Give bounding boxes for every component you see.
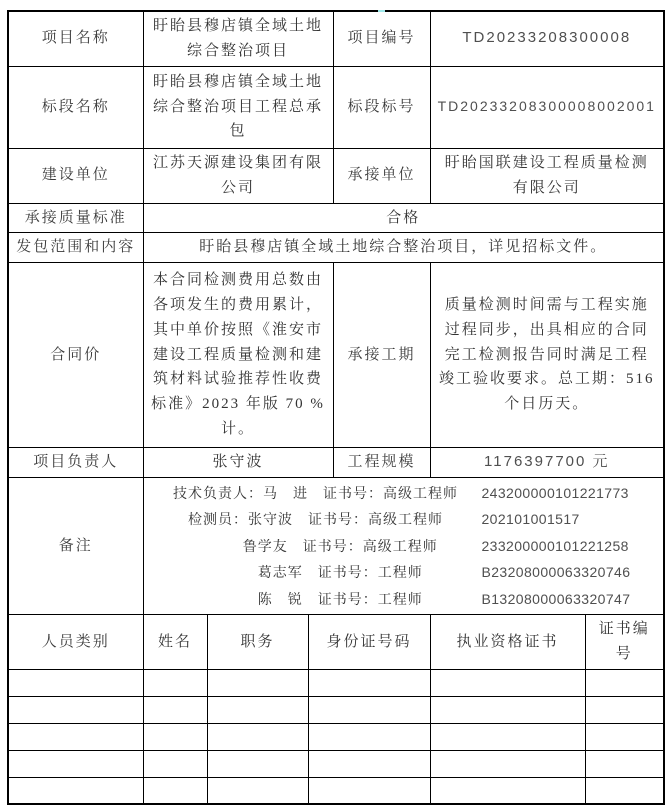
remark-line	[150, 586, 658, 613]
row-construction-unit	[8, 148, 664, 203]
value-scope: 盱眙县穆店镇全域土地综合整治项目，详见招标文件。	[143, 233, 664, 263]
header-qualification-cert: 执业资格证书	[430, 615, 585, 670]
empty-personnel-row	[8, 723, 664, 750]
label-undertaking-period: 承接工期	[333, 263, 430, 448]
empty-cell	[8, 723, 143, 750]
empty-cell	[8, 669, 143, 696]
empty-cell	[308, 723, 430, 750]
label-project-number: 项目编号	[333, 11, 430, 66]
value-remarks	[143, 477, 664, 615]
empty-cell	[585, 723, 664, 750]
remark-line	[150, 559, 658, 586]
value-project-name: 盱眙县穆店镇全域土地综合整治项目	[143, 11, 333, 66]
empty-cell	[143, 723, 207, 750]
remark-cert-number: B13208000063320747	[481, 590, 631, 607]
empty-cell	[308, 696, 430, 723]
empty-cell	[8, 777, 143, 804]
remark-cert-number: 233200000101221258	[481, 537, 629, 554]
value-quality-standard: 合格	[143, 203, 664, 233]
empty-cell	[207, 723, 308, 750]
row-remarks	[8, 477, 664, 615]
row-project-leader	[8, 448, 664, 478]
value-undertaking-period: 质量检测时间需与工程实施过程同步，出具相应的合同完工检测报告同时满足工程竣工验收要求。总工期：516 个日历天。	[430, 263, 664, 448]
empty-cell	[430, 723, 585, 750]
empty-personnel-row	[8, 777, 664, 804]
label-section-number: 标段标号	[333, 66, 430, 148]
cursor-artifact	[378, 10, 385, 12]
header-position: 职务	[207, 615, 308, 670]
label-section-name: 标段名称	[8, 66, 143, 148]
remark-line	[150, 480, 658, 507]
remark-cert-number: B23208000063320746	[481, 564, 631, 581]
project-info-table	[7, 10, 665, 805]
remark-line	[150, 506, 658, 533]
empty-cell	[143, 777, 207, 804]
empty-cell	[143, 696, 207, 723]
remark-person: 技术负责人：马 进 证书号：高级工程师	[173, 486, 458, 502]
row-contract-price	[8, 263, 664, 448]
empty-cell	[207, 696, 308, 723]
empty-cell	[8, 696, 143, 723]
label-project-scale: 工程规模	[333, 448, 430, 478]
label-contract-price: 合同价	[8, 263, 143, 448]
row-scope	[8, 233, 664, 263]
remark-cert-number: 243200000101221773	[481, 484, 629, 501]
value-project-scale: 1176397700 元	[430, 448, 664, 478]
value-project-number: TD20233208300008	[430, 11, 664, 66]
empty-personnel-row	[8, 669, 664, 696]
remark-person: 陈 锐 证书号：工程师	[208, 592, 423, 608]
remark-line	[150, 533, 658, 560]
row-quality-standard	[8, 203, 664, 233]
empty-cell	[585, 669, 664, 696]
label-remarks: 备注	[8, 477, 143, 615]
value-project-leader: 张守波	[143, 448, 333, 478]
remark-person: 葛志军 证书号：工程师	[208, 566, 423, 582]
label-project-leader: 项目负责人	[8, 448, 143, 478]
label-scope: 发包范围和内容	[8, 233, 143, 263]
value-construction-unit: 江苏天源建设集团有限公司	[143, 148, 333, 203]
header-id-number: 身份证号码	[308, 615, 430, 670]
label-quality-standard: 承接质量标准	[8, 203, 143, 233]
empty-cell	[585, 696, 664, 723]
empty-cell	[585, 777, 664, 804]
empty-cell	[430, 777, 585, 804]
empty-personnel-row	[8, 696, 664, 723]
empty-cell	[207, 669, 308, 696]
row-project-name	[8, 11, 664, 66]
label-project-name: 项目名称	[8, 11, 143, 66]
label-construction-unit: 建设单位	[8, 148, 143, 203]
label-undertaking-unit: 承接单位	[333, 148, 430, 203]
row-personnel-header	[8, 615, 664, 670]
value-undertaking-unit: 盱眙国联建设工程质量检测有限公司	[430, 148, 664, 203]
value-section-name: 盱眙县穆店镇全域土地综合整治项目工程总承包	[143, 66, 333, 148]
header-personnel-category: 人员类别	[8, 615, 143, 670]
value-section-number: TD20233208300008002001	[430, 66, 664, 148]
empty-cell	[430, 696, 585, 723]
header-cert-number: 证书编号	[585, 615, 664, 670]
empty-cell	[207, 777, 308, 804]
empty-cell	[308, 669, 430, 696]
row-section-name	[8, 66, 664, 148]
value-contract-price: 本合同检测费用总数由各项发生的费用累计，其中单价按照《淮安市建设工程质量检测和建筑材料试验推荐性收费标准》2023 年版 70 %计。	[143, 263, 333, 448]
remark-person: 鲁学友 证书号：高级工程师	[193, 539, 438, 555]
remark-cert-number: 202101001517	[481, 511, 580, 528]
empty-cell	[143, 669, 207, 696]
remark-person: 检测员：张守波 证书号：高级工程师	[188, 513, 443, 529]
empty-cell	[308, 777, 430, 804]
header-name: 姓名	[143, 615, 207, 670]
empty-cell	[430, 669, 585, 696]
